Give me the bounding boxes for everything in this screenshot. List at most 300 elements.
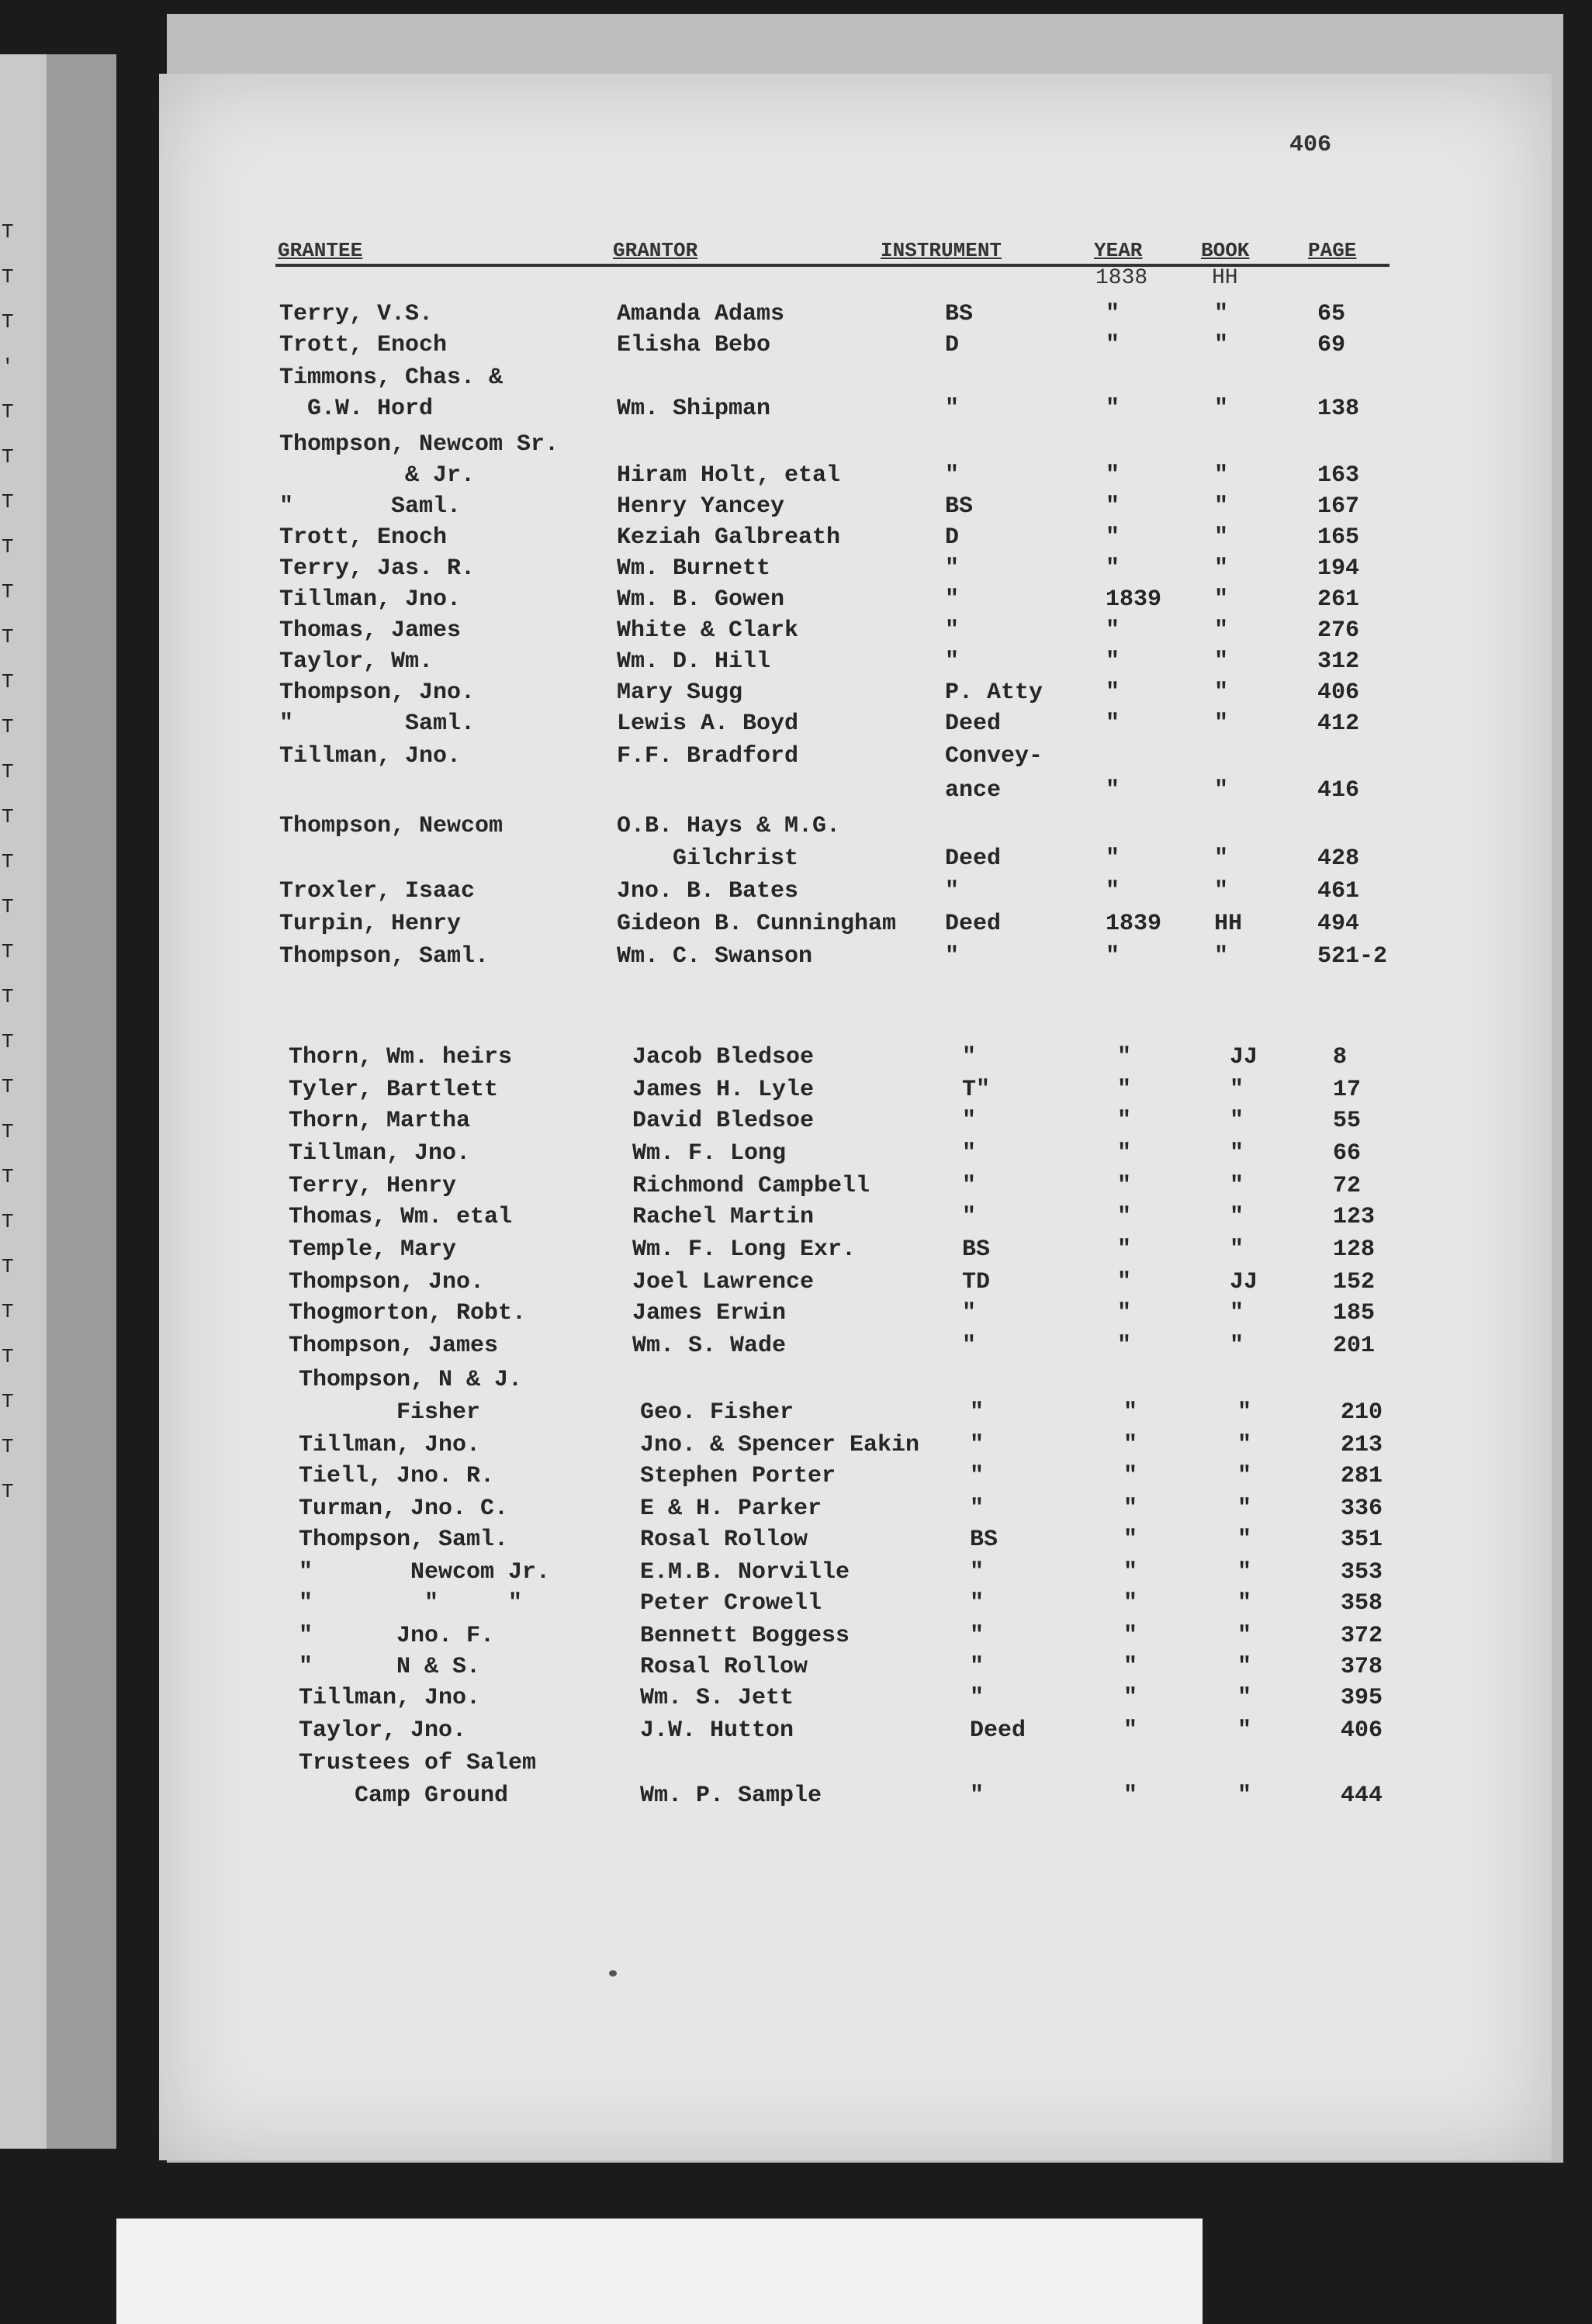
table-row <box>0 1559 1592 1593</box>
header-instrument: INSTRUMENT <box>881 239 1002 262</box>
cell-instrument: BS <box>945 301 974 327</box>
table-row <box>0 813 1592 847</box>
cell-grantor: White & Clark <box>617 617 799 644</box>
cell-page: 416 <box>1317 777 1360 804</box>
cell-grantee: Tyler, Bartlett <box>289 1077 499 1103</box>
table-row <box>0 1173 1592 1207</box>
adjacent-page-mark: T <box>2 1390 14 1413</box>
cell-instrument: " <box>970 1590 985 1617</box>
table-row <box>0 1783 1592 1817</box>
cell-book: " <box>1237 1496 1252 1522</box>
cell-page: 395 <box>1341 1685 1383 1711</box>
table-row <box>0 1399 1592 1433</box>
cell-grantee: Tillman, Jno. <box>289 1140 471 1167</box>
table-row <box>0 1432 1592 1466</box>
cell-book: " <box>1230 1333 1244 1359</box>
cell-year: " <box>1106 555 1120 582</box>
cell-grantor: Jacob Bledsoe <box>632 1044 815 1070</box>
adjacent-page-mark: T <box>2 1345 14 1368</box>
table-row <box>0 743 1592 777</box>
cell-instrument: T" <box>962 1077 991 1103</box>
cell-book: " <box>1237 1685 1252 1711</box>
table-row <box>0 1685 1592 1719</box>
cell-page: 358 <box>1341 1590 1383 1617</box>
table-row <box>0 1654 1592 1688</box>
table-row <box>0 332 1592 366</box>
cell-year: " <box>1106 777 1120 804</box>
cell-grantor: Wm. S. Jett <box>640 1685 794 1711</box>
adjacent-page-mark: ' <box>2 355 14 379</box>
adjacent-page-mark: T <box>2 1165 14 1188</box>
adjacent-page-mark: T <box>2 1210 14 1233</box>
cell-page: 444 <box>1341 1783 1383 1809</box>
cell-grantee: Timmons, Chas. & <box>279 365 504 391</box>
cell-book: " <box>1230 1300 1244 1326</box>
cell-grantor: Elisha Bebo <box>617 332 771 358</box>
cell-grantee: " N & S. <box>299 1654 481 1680</box>
cell-grantee: " Saml. <box>279 493 462 520</box>
table-row <box>0 396 1592 430</box>
cell-grantee: Terry, Henry <box>289 1173 457 1199</box>
header-grantor: GRANTOR <box>613 239 698 262</box>
cell-page: 210 <box>1341 1399 1383 1426</box>
cell-grantor: J.W. Hutton <box>640 1717 794 1744</box>
cell-page: 167 <box>1317 493 1360 520</box>
cell-year: 1839 <box>1106 911 1162 937</box>
cell-grantor: Wm. D. Hill <box>617 648 771 675</box>
cell-instrument: " <box>945 396 960 422</box>
table-row <box>0 648 1592 683</box>
cell-year: " <box>1123 1654 1138 1680</box>
cell-page: 372 <box>1341 1623 1383 1649</box>
cell-grantee: " " " <box>299 1590 523 1617</box>
cell-book: " <box>1237 1463 1252 1489</box>
cell-instrument: " <box>945 586 960 613</box>
cell-grantee: Tillman, Jno. <box>279 586 462 613</box>
cell-grantee: Trustees of Salem <box>299 1750 537 1776</box>
table-row <box>0 1269 1592 1303</box>
table-row <box>0 301 1592 335</box>
table-row <box>0 1204 1592 1238</box>
cell-book: " <box>1214 943 1229 970</box>
cell-page: 194 <box>1317 555 1360 582</box>
cell-year: " <box>1106 648 1120 675</box>
cell-instrument: Deed <box>945 711 1002 737</box>
cell-page: 69 <box>1317 332 1346 358</box>
cell-grantor: Gilchrist <box>617 846 799 872</box>
table-row <box>0 777 1592 811</box>
cell-instrument: " <box>970 1496 985 1522</box>
adjacent-page-mark: T <box>2 1435 14 1458</box>
adjacent-page-mark: T <box>2 1120 14 1143</box>
cell-grantee: Terry, V.S. <box>279 301 434 327</box>
cell-year: " <box>1106 524 1120 551</box>
cell-instrument: " <box>945 943 960 970</box>
cell-grantee: & Jr. <box>279 462 476 489</box>
table-row <box>0 680 1592 714</box>
cell-grantee: Thorn, Martha <box>289 1108 471 1134</box>
cell-instrument: " <box>970 1559 985 1586</box>
cell-book: " <box>1214 555 1229 582</box>
cell-grantor: F.F. Bradford <box>617 743 799 769</box>
cell-book: JJ <box>1230 1044 1258 1070</box>
cell-grantee: Thompson, Jno. <box>279 680 476 706</box>
cell-grantee: Camp Ground <box>299 1783 509 1809</box>
adjacent-page-mark: T <box>2 1030 14 1053</box>
table-row <box>0 431 1592 465</box>
cell-instrument: " <box>962 1300 977 1326</box>
cell-page: 494 <box>1317 911 1360 937</box>
cell-page: 123 <box>1333 1204 1376 1230</box>
adjacent-page-mark: T <box>2 940 14 963</box>
cell-book: " <box>1214 617 1229 644</box>
cell-instrument: " <box>962 1204 977 1230</box>
adjacent-page-mark: T <box>2 715 14 738</box>
adjacent-page-mark: T <box>2 445 14 469</box>
cell-grantee: " Saml. <box>279 711 476 737</box>
cell-instrument: " <box>970 1783 985 1809</box>
cell-grantee: Thompson, Saml. <box>279 943 490 970</box>
cell-book: " <box>1214 846 1229 872</box>
cell-instrument: BS <box>970 1527 998 1553</box>
header-grantee: GRANTEE <box>278 239 363 262</box>
cell-year: " <box>1106 462 1120 489</box>
cell-page: 412 <box>1317 711 1360 737</box>
cell-grantee: Thogmorton, Robt. <box>289 1300 527 1326</box>
table-row <box>0 1077 1592 1111</box>
cell-year: " <box>1106 301 1120 327</box>
cell-year: " <box>1123 1432 1138 1458</box>
table-row <box>0 1108 1592 1142</box>
cell-year: " <box>1117 1269 1132 1295</box>
cell-grantor: E.M.B. Norville <box>640 1559 850 1586</box>
cell-grantor: Jno. B. Bates <box>617 878 799 904</box>
cell-instrument: BS <box>945 493 974 520</box>
table-row <box>0 1623 1592 1657</box>
cell-grantee: Trott, Enoch <box>279 332 448 358</box>
cell-instrument: " <box>970 1432 985 1458</box>
cell-year: " <box>1117 1044 1132 1070</box>
adjacent-page-mark: T <box>2 1480 14 1503</box>
cell-book: " <box>1237 1623 1252 1649</box>
cell-instrument: " <box>945 617 960 644</box>
cell-year: " <box>1123 1623 1138 1649</box>
cell-instrument: Deed <box>970 1717 1026 1744</box>
cell-year: " <box>1106 680 1120 706</box>
first-book: HH <box>1212 266 1238 290</box>
cell-page: 353 <box>1341 1559 1383 1586</box>
adjacent-page-mark: T <box>2 1255 14 1278</box>
cell-grantee: Fisher <box>299 1399 481 1426</box>
adjacent-page-mark: T <box>2 805 14 828</box>
cell-page: 336 <box>1341 1496 1383 1522</box>
cell-year: " <box>1123 1559 1138 1586</box>
cell-book: " <box>1237 1717 1252 1744</box>
adjacent-page-mark: T <box>2 310 14 334</box>
cell-grantee: Taylor, Wm. <box>279 648 434 675</box>
cell-grantee: Turman, Jno. C. <box>299 1496 509 1522</box>
cell-grantee: Thomas, James <box>279 617 462 644</box>
cell-grantee: Tillman, Jno. <box>299 1685 481 1711</box>
cell-page: 406 <box>1341 1717 1383 1744</box>
cell-book: " <box>1214 680 1229 706</box>
cell-year: " <box>1106 943 1120 970</box>
cell-year: " <box>1106 493 1120 520</box>
table-row <box>0 1750 1592 1784</box>
table-row <box>0 1463 1592 1497</box>
page-number: 406 <box>1289 132 1332 158</box>
cell-grantee: Temple, Mary <box>289 1236 457 1263</box>
cell-page: 312 <box>1317 648 1360 675</box>
cell-year: " <box>1123 1463 1138 1489</box>
table-row <box>0 1496 1592 1530</box>
cell-grantee: Thompson, Jno. <box>289 1269 485 1295</box>
cell-page: 406 <box>1317 680 1360 706</box>
cell-book: " <box>1237 1527 1252 1553</box>
cell-grantor: Wm. C. Swanson <box>617 943 813 970</box>
cell-year: " <box>1106 617 1120 644</box>
adjacent-page-mark: T <box>2 625 14 648</box>
cell-grantor: Rachel Martin <box>632 1204 815 1230</box>
cell-instrument: " <box>970 1399 985 1426</box>
cell-instrument: " <box>970 1463 985 1489</box>
cell-page: 521-2 <box>1317 943 1388 970</box>
cell-book: " <box>1214 586 1229 613</box>
cell-grantor: Amanda Adams <box>617 301 785 327</box>
cell-book: " <box>1230 1173 1244 1199</box>
cell-page: 261 <box>1317 586 1360 613</box>
cell-page: 65 <box>1317 301 1346 327</box>
cell-book: " <box>1230 1077 1244 1103</box>
cell-grantor: Wm. S. Wade <box>632 1333 787 1359</box>
cell-instrument: " <box>962 1108 977 1134</box>
cell-page: 165 <box>1317 524 1360 551</box>
cell-page: 281 <box>1341 1463 1383 1489</box>
cell-grantor: Joel Lawrence <box>632 1269 815 1295</box>
cell-year: " <box>1117 1077 1132 1103</box>
cell-book: " <box>1214 524 1229 551</box>
cell-book: " <box>1214 878 1229 904</box>
cell-instrument: TD <box>962 1269 991 1295</box>
cell-book: " <box>1230 1140 1244 1167</box>
cell-grantor: Wm. Shipman <box>617 396 771 422</box>
cell-grantee: G.W. Hord <box>279 396 434 422</box>
cell-page: 213 <box>1341 1432 1383 1458</box>
cell-grantee: Terry, Jas. R. <box>279 555 476 582</box>
adjacent-page-mark: T <box>2 895 14 918</box>
cell-grantor: Mary Sugg <box>617 680 743 706</box>
cell-year: " <box>1123 1496 1138 1522</box>
cell-page: 152 <box>1333 1269 1376 1295</box>
cell-grantee: Thompson, Newcom Sr. <box>279 431 559 458</box>
cell-grantee: Troxler, Isaac <box>279 878 476 904</box>
cell-book: " <box>1230 1204 1244 1230</box>
cell-year: " <box>1123 1717 1138 1744</box>
cell-page: 8 <box>1333 1044 1348 1070</box>
cell-instrument: BS <box>962 1236 991 1263</box>
cell-book: " <box>1214 493 1229 520</box>
cell-instrument: " <box>970 1685 985 1711</box>
cell-grantee: Thomas, Wm. etal <box>289 1204 513 1230</box>
cell-book: " <box>1214 332 1229 358</box>
table-row <box>0 1717 1592 1752</box>
cell-year: " <box>1123 1527 1138 1553</box>
cell-page: 138 <box>1317 396 1360 422</box>
cell-instrument: ance <box>945 777 1002 804</box>
cell-book: " <box>1237 1559 1252 1586</box>
cell-instrument: Deed <box>945 911 1002 937</box>
cell-instrument: " <box>970 1654 985 1680</box>
cell-grantor: Jno. & Spencer Eakin <box>640 1432 920 1458</box>
cell-book: JJ <box>1230 1269 1258 1295</box>
cell-instrument: " <box>962 1140 977 1167</box>
cell-grantor: Peter Crowell <box>640 1590 822 1617</box>
cell-page: 55 <box>1333 1108 1362 1134</box>
cell-year: " <box>1117 1108 1132 1134</box>
cell-grantee: Taylor, Jno. <box>299 1717 467 1744</box>
cell-grantee: Tillman, Jno. <box>299 1432 481 1458</box>
cell-book: " <box>1214 777 1229 804</box>
adjacent-page-mark: T <box>2 1300 14 1323</box>
table-row <box>0 586 1592 621</box>
cell-year: " <box>1106 878 1120 904</box>
cell-grantor: Wm. F. Long Exr. <box>632 1236 857 1263</box>
cell-book: " <box>1230 1108 1244 1134</box>
cell-year: " <box>1123 1783 1138 1809</box>
cell-book: " <box>1230 1236 1244 1263</box>
cell-page: 351 <box>1341 1527 1383 1553</box>
adjacent-page-mark: T <box>2 535 14 559</box>
cell-book: HH <box>1214 911 1243 937</box>
cell-page: 461 <box>1317 878 1360 904</box>
cell-grantee: Trott, Enoch <box>279 524 448 551</box>
pencil-mark <box>609 1970 617 1976</box>
adjacent-page-mark: T <box>2 670 14 693</box>
adjacent-page-mark: T <box>2 985 14 1008</box>
cell-grantor: Gideon B. Cunningham <box>617 911 897 937</box>
cell-book: " <box>1214 301 1229 327</box>
cell-instrument: " <box>945 462 960 489</box>
table-row <box>0 1333 1592 1367</box>
adjacent-page-mark: T <box>2 265 14 289</box>
table-row <box>0 878 1592 912</box>
cell-instrument: P. Atty <box>945 680 1043 706</box>
cell-year: " <box>1117 1236 1132 1263</box>
cell-year: " <box>1123 1685 1138 1711</box>
adjacent-page-mark: T <box>2 580 14 603</box>
cell-grantee: Thompson, Saml. <box>299 1527 509 1553</box>
cell-grantor: Lewis A. Boyd <box>617 711 799 737</box>
adjacent-page-mark: T <box>2 220 14 244</box>
cell-instrument: " <box>945 878 960 904</box>
cell-instrument: " <box>945 555 960 582</box>
first-year: 1838 <box>1095 266 1148 290</box>
cell-year: " <box>1106 396 1120 422</box>
header-page: PAGE <box>1308 239 1357 262</box>
cell-grantor: Rosal Rollow <box>640 1527 808 1553</box>
cell-year: " <box>1123 1399 1138 1426</box>
cell-page: 163 <box>1317 462 1360 489</box>
table-row <box>0 493 1592 527</box>
cell-instrument: " <box>962 1333 977 1359</box>
cell-grantor: Richmond Campbell <box>632 1173 870 1199</box>
table-row <box>0 911 1592 945</box>
header-book: BOOK <box>1201 239 1250 262</box>
cell-page: 378 <box>1341 1654 1383 1680</box>
cell-grantor: Wm. P. Sample <box>640 1783 822 1809</box>
table-row <box>0 462 1592 496</box>
cell-grantor: Stephen Porter <box>640 1463 836 1489</box>
cell-grantee: " Jno. F. <box>299 1623 495 1649</box>
cell-book: " <box>1214 396 1229 422</box>
cell-instrument: Deed <box>945 846 1002 872</box>
cell-grantor: E & H. Parker <box>640 1496 822 1522</box>
cell-grantee: Tiell, Jno. R. <box>299 1463 495 1489</box>
table-row <box>0 1044 1592 1078</box>
cell-grantee: Thompson, James <box>289 1333 499 1359</box>
cell-grantor: O.B. Hays & M.G. <box>617 813 841 839</box>
cell-book: " <box>1214 711 1229 737</box>
cell-page: 428 <box>1317 846 1360 872</box>
table-row <box>0 365 1592 399</box>
cell-book: " <box>1237 1654 1252 1680</box>
table-row <box>0 1527 1592 1561</box>
cell-book: " <box>1214 648 1229 675</box>
table-row <box>0 846 1592 880</box>
cell-page: 128 <box>1333 1236 1376 1263</box>
cell-grantee: Thorn, Wm. heirs <box>289 1044 513 1070</box>
cell-year: " <box>1117 1204 1132 1230</box>
cell-instrument: D <box>945 332 960 358</box>
cell-page: 72 <box>1333 1173 1362 1199</box>
cell-grantor: James H. Lyle <box>632 1077 815 1103</box>
cell-year: " <box>1106 711 1120 737</box>
cell-grantor: Hiram Holt, etal <box>617 462 841 489</box>
cell-page: 17 <box>1333 1077 1362 1103</box>
cell-page: 201 <box>1333 1333 1376 1359</box>
cell-grantee: Tillman, Jno. <box>279 743 462 769</box>
table-row <box>0 555 1592 590</box>
adjacent-page-mark: T <box>2 850 14 873</box>
table-row <box>0 1367 1592 1401</box>
cell-year: " <box>1106 332 1120 358</box>
cell-page: 185 <box>1333 1300 1376 1326</box>
cell-grantee: Thompson, Newcom <box>279 813 504 839</box>
cell-instrument: Convey- <box>945 743 1043 769</box>
table-row <box>0 617 1592 652</box>
adjacent-page-mark: T <box>2 490 14 514</box>
cell-year: " <box>1117 1173 1132 1199</box>
table-row <box>0 943 1592 977</box>
cell-instrument: " <box>970 1623 985 1649</box>
cell-book: " <box>1237 1432 1252 1458</box>
cell-book: " <box>1237 1783 1252 1809</box>
cell-instrument: D <box>945 524 960 551</box>
cell-grantor: David Bledsoe <box>632 1108 815 1134</box>
cell-year: " <box>1106 846 1120 872</box>
cell-grantor: Keziah Galbreath <box>617 524 841 551</box>
cell-grantee: Turpin, Henry <box>279 911 462 937</box>
table-row <box>0 1300 1592 1334</box>
cell-grantor: Henry Yancey <box>617 493 785 520</box>
adjacent-page-mark: T <box>2 760 14 783</box>
table-row <box>0 1590 1592 1624</box>
cell-book: " <box>1214 462 1229 489</box>
cell-year: 1839 <box>1106 586 1162 613</box>
cell-grantee: " Newcom Jr. <box>299 1559 551 1586</box>
cell-year: " <box>1123 1590 1138 1617</box>
table-row <box>0 711 1592 745</box>
